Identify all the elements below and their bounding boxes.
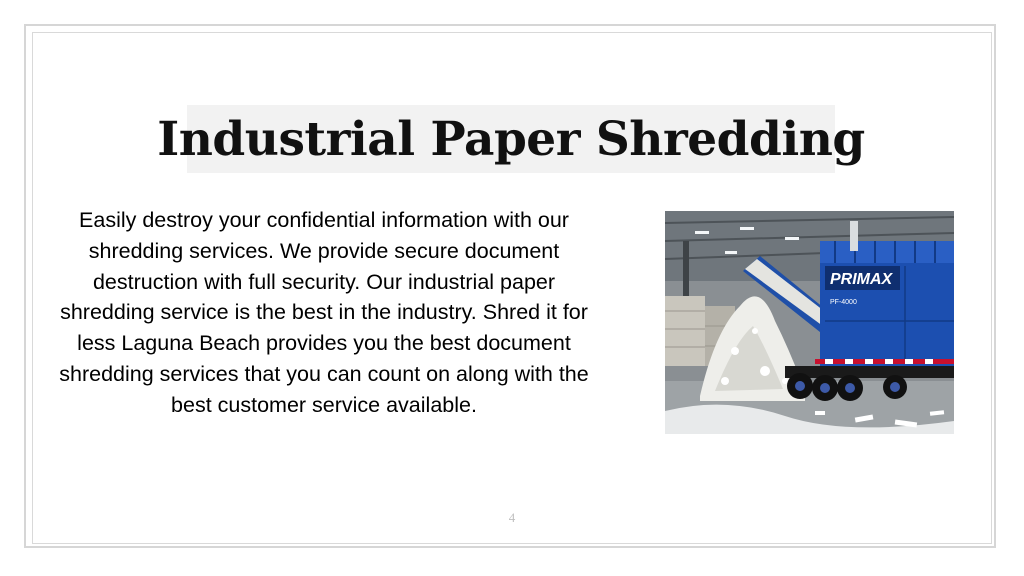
slide-title: Industrial Paper Shredding: [157, 111, 865, 167]
page-number: 4: [508, 510, 516, 525]
title-highlight: [157, 105, 865, 173]
shredding-truck-photo: [665, 211, 954, 434]
machine-model-label: PF-4000: [830, 299, 857, 306]
slide-body-text: Easily destroy your confidential information with our shredding services. We provide secure document destruction with full security. Our industrial paper shredding service is the best in the industry. Shred it for less Laguna Beach provides you the best document shredding services that you can count on along with the best customer service available.: [59, 208, 589, 417]
machine-brand-label: PRIMAX: [830, 271, 893, 288]
